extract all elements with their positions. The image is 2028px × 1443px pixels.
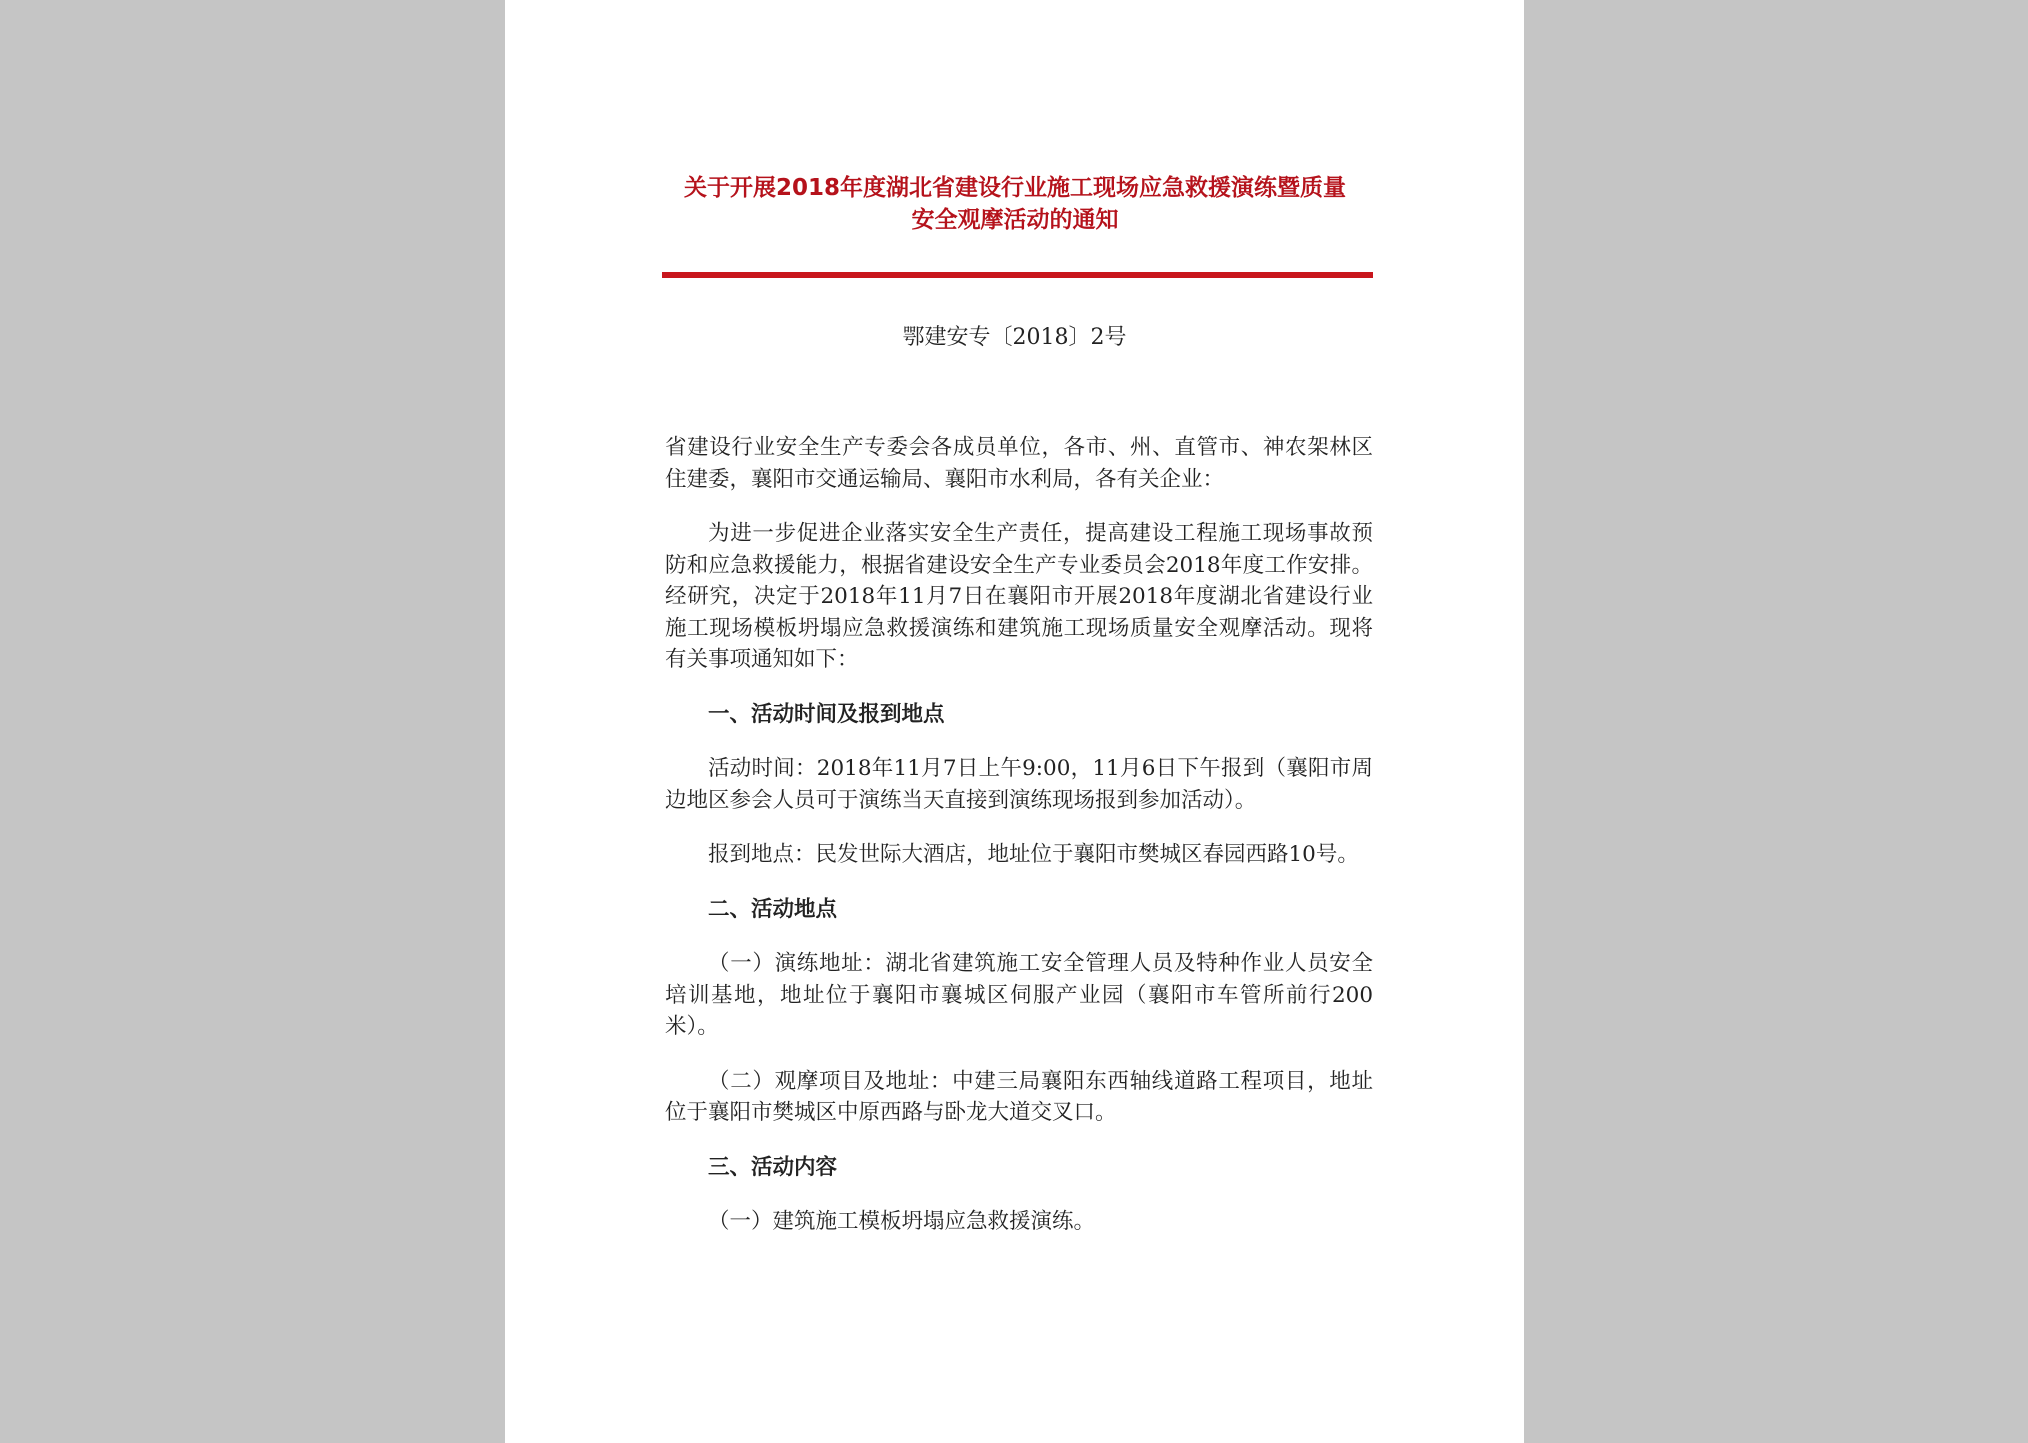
document-body	[665, 432, 1373, 1261]
document-title	[660, 172, 1370, 236]
section-1-time-paragraph: 活动时间：2018年11月7日上午9:00，11月6日下午报到（襄阳市周边地区参会人员可于演练当天直接到演练现场报到参加活动）。	[665, 756, 1373, 813]
title-line-2: 安全观摩活动的通知	[911, 207, 1119, 233]
section-2-item-1: （一）演练地址：湖北省建筑施工安全管理人员及特种作业人员安全培训基地，地址位于襄阳市襄城区伺服产业园（襄阳市车管所前行200米）。	[665, 951, 1373, 1039]
section-1-place-paragraph: 报到地点：民发世际大酒店，地址位于襄阳市樊城区春园西路10号。	[708, 842, 1359, 867]
section-3-item-1: （一）建筑施工模板坍塌应急救援演练。	[708, 1209, 1096, 1234]
document-number: 鄂建安专〔2018〕2号	[902, 325, 1127, 350]
section-2-heading: 二、活动地点	[708, 896, 838, 922]
intro-paragraph: 为进一步促进企业落实安全生产责任，提高建设工程施工现场事故预防和应急救援能力，根据省建设安全生产专业委员会2018年度工作安排。经研究，决定于2018年11月7日在襄阳市开展2018年度湖北省建设行业施工现场模板坍塌应急救援演练和建筑施工现场质量安全观摩活动。现将有关事项通知如下：	[665, 521, 1373, 672]
title-line-1: 关于开展2018年度湖北省建设行业施工现场应急救援演练暨质量	[683, 175, 1346, 201]
document-page	[505, 0, 1524, 1443]
section-1-heading: 一、活动时间及报到地点	[708, 701, 945, 727]
section-2-item-2: （二）观摩项目及地址：中建三局襄阳东西轴线道路工程项目，地址位于襄阳市樊城区中原西路与卧龙大道交叉口。	[665, 1068, 1373, 1125]
addressee-paragraph: 省建设行业安全生产专委会各成员单位，各市、州、直管市、神农架林区住建委，襄阳市交通运输局、襄阳市水利局，各有关企业：	[665, 435, 1373, 492]
section-3-heading: 三、活动内容	[708, 1154, 838, 1180]
red-divider-line	[662, 272, 1373, 278]
